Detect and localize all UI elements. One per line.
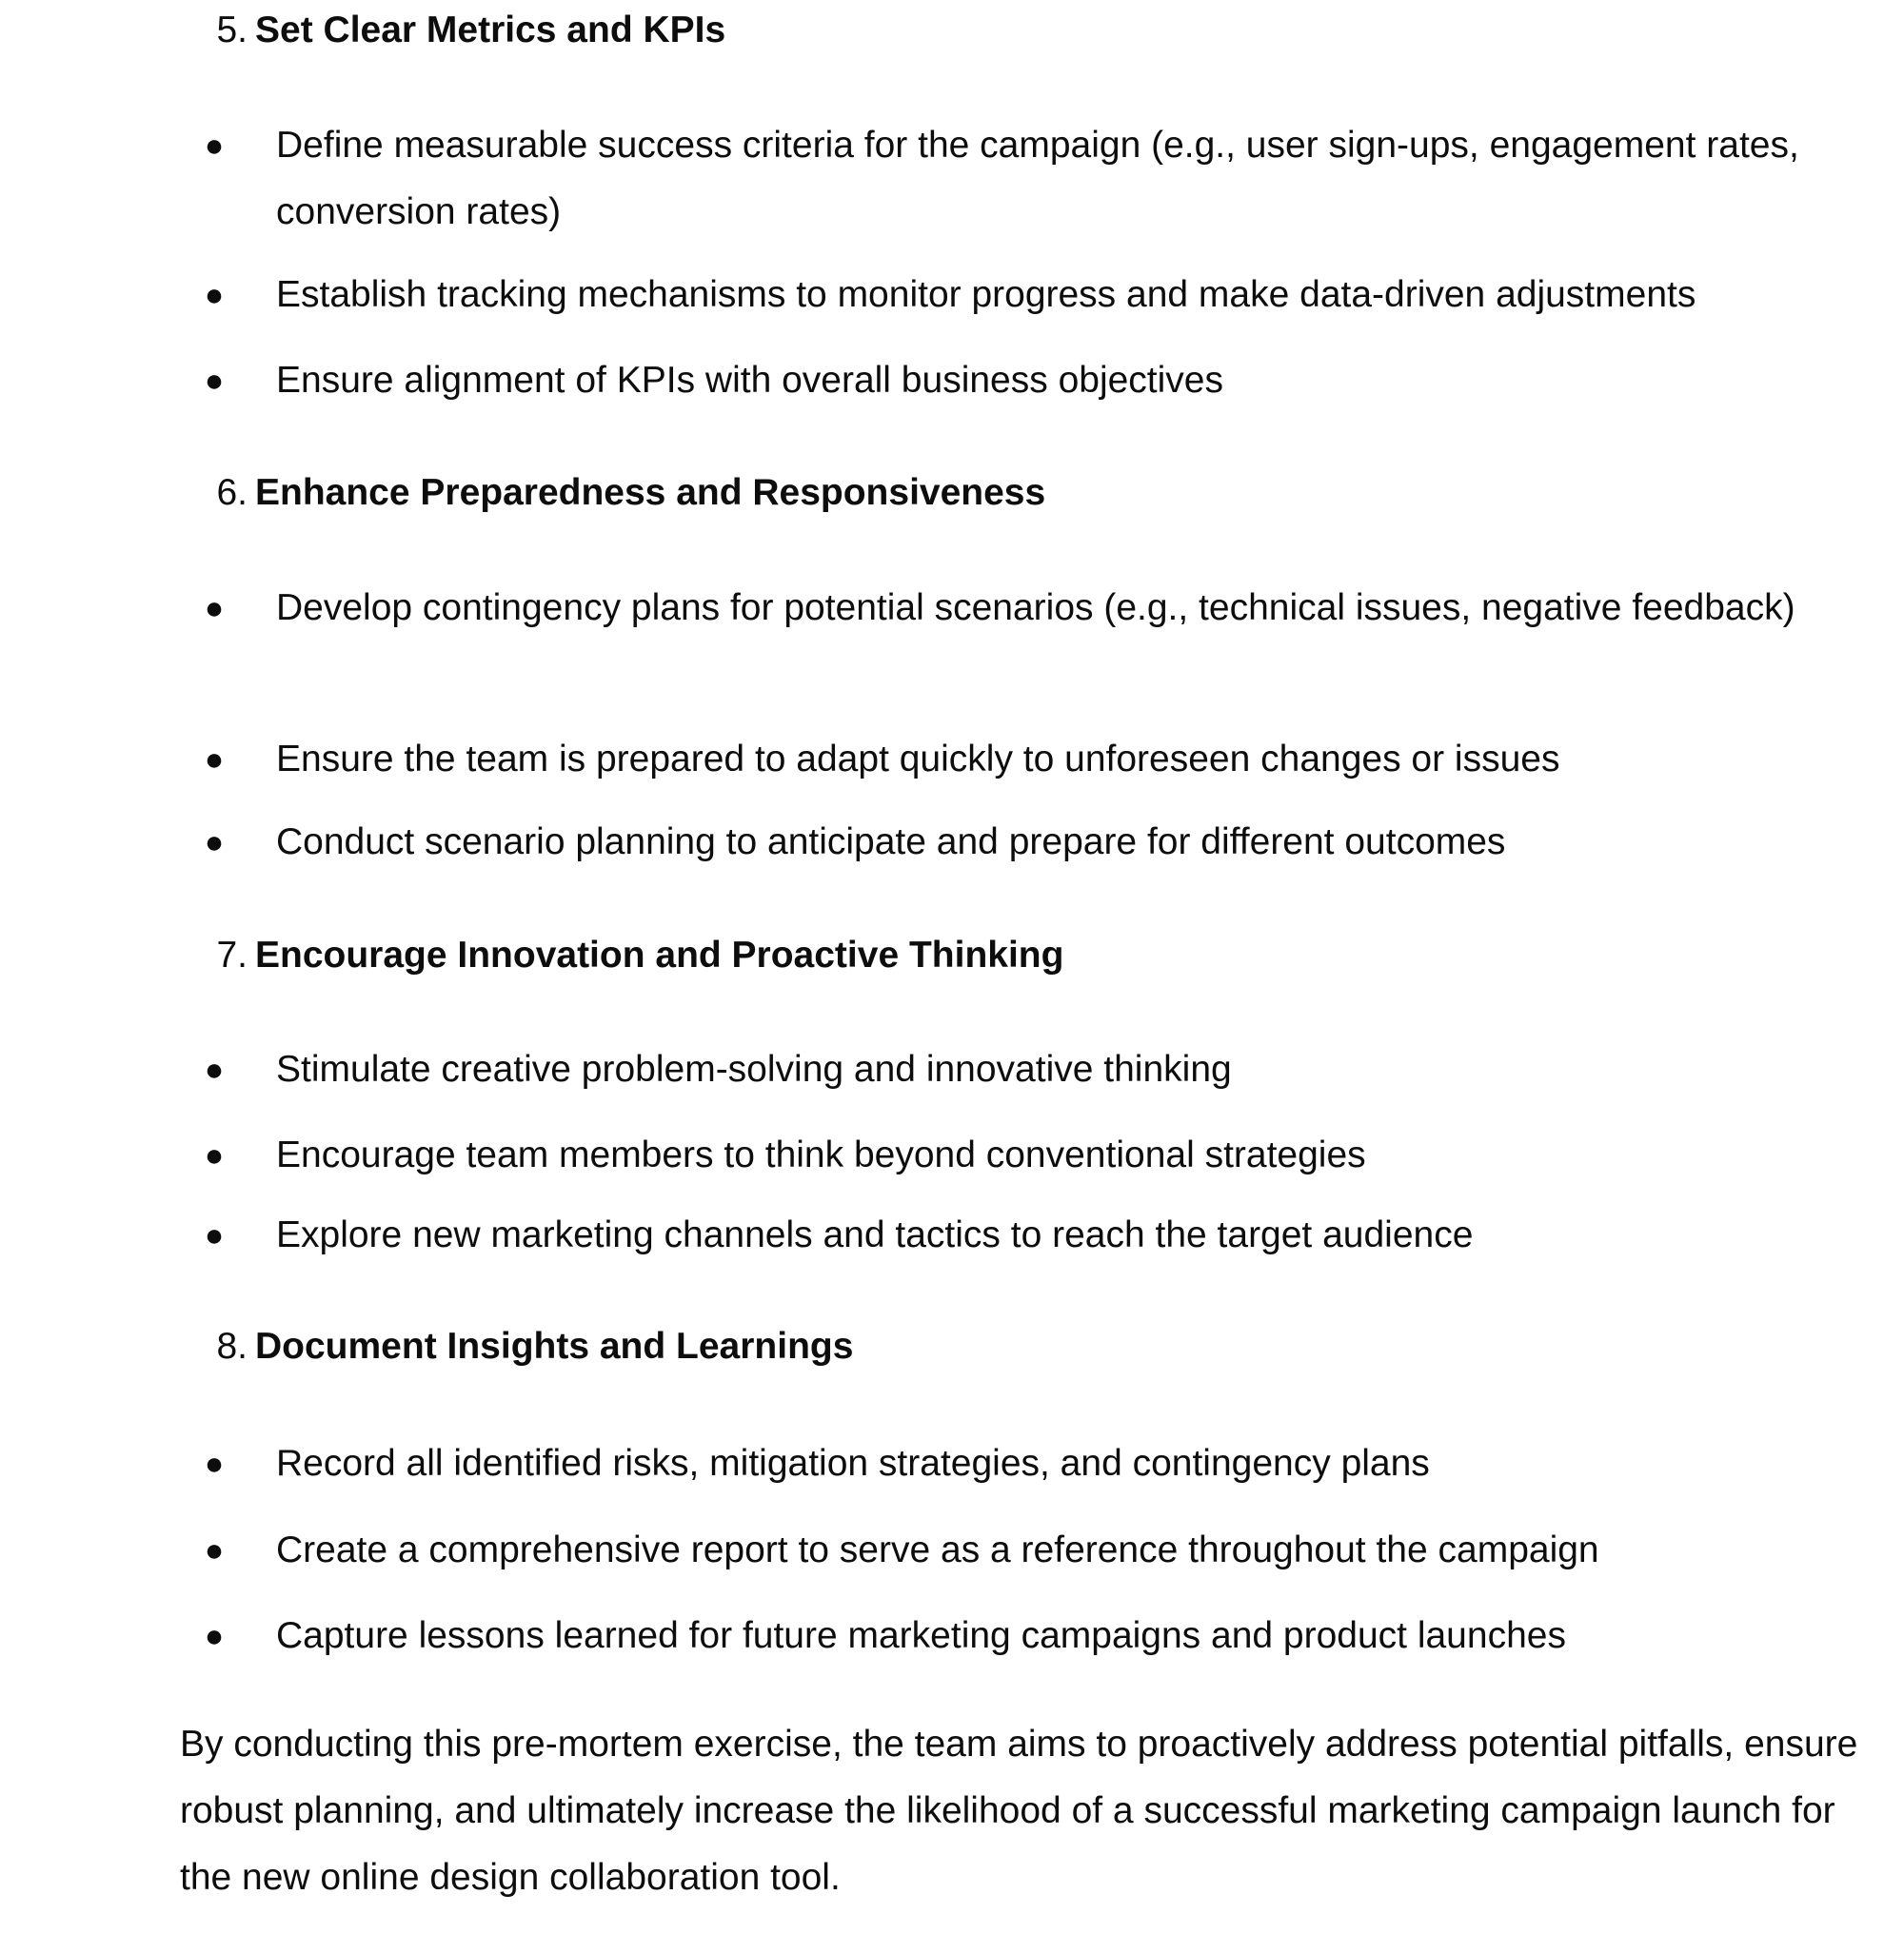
section-number: 7.: [216, 935, 248, 976]
list-item: ● Record all identified risks, mitigation strategies, and contingency plans: [276, 1431, 1866, 1497]
list-item: ● Ensure alignment of KPIs with overall business objectives: [276, 347, 1866, 414]
bullet-icon: ●: [204, 1217, 225, 1253]
bullet-icon: ●: [204, 1618, 225, 1654]
bullet-icon: ●: [204, 363, 225, 399]
bullet-icon: ●: [204, 824, 225, 860]
conclusion-paragraph: By conducting this pre-mortem exercise, the team aims to proactively address potential pitfalls, ensure robust planning, and ultimately increase the likelihood of a successful marketing campaign launch for the new online design collaboration tool.: [180, 1724, 1858, 1898]
section-number: 5.: [216, 10, 248, 50]
list-item: ● Stimulate creative problem-solving and innovative thinking: [276, 1036, 1866, 1103]
bullet-icon: ●: [204, 1532, 225, 1569]
list-item: ● Establish tracking mechanisms to monitor progress and make data-driven adjustments: [276, 262, 1866, 328]
bullet-icon: ●: [204, 1446, 225, 1482]
section-number: 6.: [216, 472, 248, 513]
list-item: ● Conduct scenario planning to anticipate and prepare for different outcomes: [276, 809, 1866, 876]
section-title: Enhance Preparedness and Responsiveness: [255, 472, 1046, 513]
list-item: ● Explore new marketing channels and tactics to reach the target audience: [276, 1202, 1866, 1269]
bullet-icon: ●: [204, 128, 225, 164]
list-item: ● Ensure the team is prepared to adapt quickly to unforeseen changes or issues: [276, 726, 1866, 793]
bullet-icon: ●: [204, 277, 225, 313]
list-item: ● Create a comprehensive report to serve as a reference throughout the campaign: [276, 1517, 1866, 1584]
bullet-icon: ●: [204, 741, 225, 778]
bullet-icon: ●: [204, 590, 225, 626]
bullet-icon: ●: [204, 1137, 225, 1174]
bullet-icon: ●: [204, 1052, 225, 1088]
section-title: Set Clear Metrics and KPIs: [255, 10, 726, 50]
list-item: ● Develop contingency plans for potential scenarios (e.g., technical issues, negative feedback): [276, 575, 1866, 641]
section-title: Encourage Innovation and Proactive Thinking: [255, 935, 1064, 976]
list-item: ● Capture lessons learned for future marketing campaigns and product launches: [276, 1603, 1866, 1669]
list-item: ● Encourage team members to think beyond conventional strategies: [276, 1122, 1866, 1189]
list-item: ● Define measurable success criteria for the campaign (e.g., user sign-ups, engagement rates, conversion rates): [276, 112, 1866, 246]
section-title: Document Insights and Learnings: [255, 1326, 854, 1367]
section-number: 8.: [216, 1326, 248, 1367]
